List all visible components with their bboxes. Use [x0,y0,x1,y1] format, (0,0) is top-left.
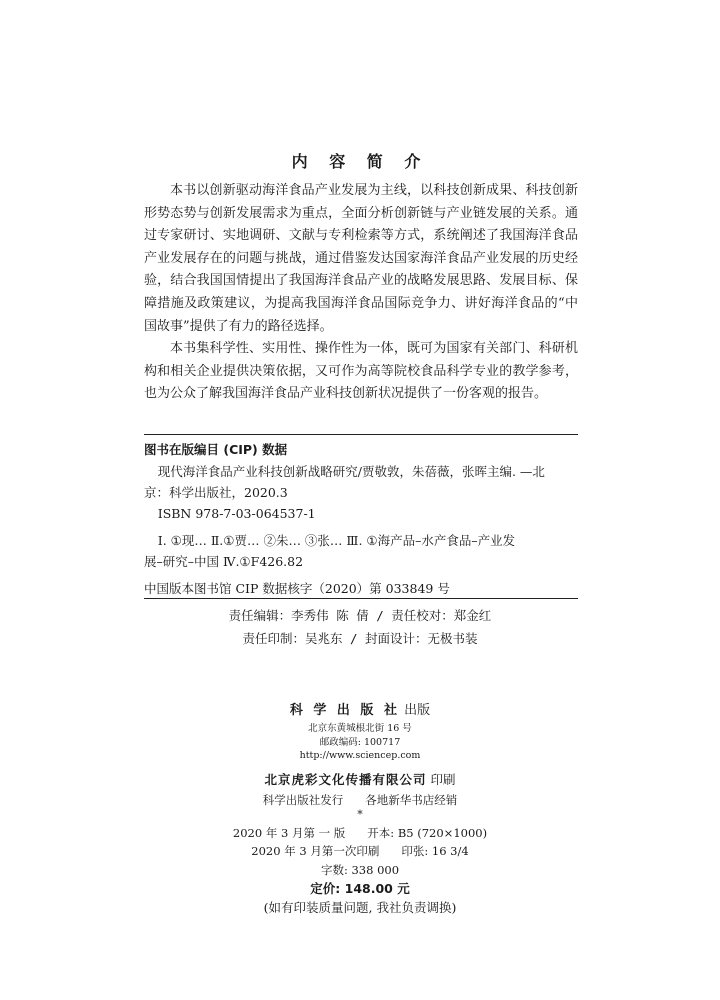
credits-line-2: 责任印制：吴兆东 / 封面设计：无极书装 [242,631,478,646]
intro-title: 内 容 简 介 [291,152,429,171]
printing-left: 2020 年 3 月第一次印刷 [251,844,380,858]
imprint-block [0,700,720,917]
cip-isbn: ISBN 978-7-03-064537-1 [157,506,316,521]
publisher-line [0,700,720,722]
printing-right: 印张: 16 3/4 [401,844,469,858]
distribution-right: 各地新华书店经销 [365,792,458,807]
cip-record-line-1: 现代海洋食品产业科技创新战略研究/贾敬敦，朱蓓薇，张晖主编. —北 [157,464,545,479]
editorial-credits [0,604,720,650]
intro-text [144,180,578,406]
publisher-suffix: 出版 [404,703,431,718]
cip-record [144,461,578,599]
publisher-address: 北京东黄城根北街 16 号 [308,723,412,734]
quality-note: (如有印装质量问题, 我社负责调换) [263,900,457,915]
price: 定价: 148.00 元 [310,881,410,896]
distribution-left: 科学出版社发行 [262,792,344,807]
cip-heading: 图书在版编目 (CIP) 数据 [144,442,288,457]
printer-name: 北京虎彩文化传播有限公司 [264,771,427,787]
cip-classification-line-1: Ⅰ. ①现… Ⅱ.①贾… ②朱… ③张… Ⅲ. ①海产品–水产食品–产业发 [157,533,516,548]
publisher-website: http://www.sciencep.com [299,750,421,761]
printing-line [0,842,720,861]
credits-line-1: 责任编辑：李秀伟 陈 倩 / 责任校对：郑金红 [228,608,492,623]
edition-line [0,824,720,843]
intro-paragraph-1: 本书以创新驱动海洋食品产业发展为主线，以科技创新成果、科技创新形势态势与创新发展需求为重点，全面分析创新链与产业链发展的关系。通过专家研讨、实地调研、文献与专利检索等方式，系统阐述了我国海洋食品产业发展存在的问题与挑战，通过借鉴发达国家海洋食品产业发展的历史经验，结合我国国情提出了我国海洋食品产业的战略发展思路、发展目标、保障措施及政策建议，为提高我国海洋食品国际竞争力、讲好海洋食品的“中国故事”提供了有力的路径选择。 [144,183,578,334]
cip-classification-line-2: 展–研究–中国 Ⅳ.①F426.82 [144,554,304,569]
edition-right: 开本: B5 (720×1000) [367,825,488,840]
word-count: 字数: 338 000 [320,862,400,877]
distribution-line [0,791,720,809]
cip-number: 中国版本图书馆 CIP 数据核字（2020）第 033849 号 [144,581,450,596]
edition-specs [0,824,720,880]
printer-line [0,769,720,791]
cip-bottom-divider [144,598,578,599]
publisher-postcode: 邮政编码: 100717 [319,736,401,748]
intro-paragraph-2: 本书集科学性、实用性、操作性为一体，既可为国家有关部门、科研机构和相关企业提供决策依据，又可作为高等院校食品科学专业的教学参考，也为公众了解我国海洋食品产业科技创新状况提供了一份客观的报告。 [144,341,578,402]
cip-record-line-2: 京：科学出版社，2020.3 [144,485,288,500]
edition-left: 2020 年 3 月第 一 版 [232,825,346,840]
printer-suffix: 印刷 [430,771,456,787]
separator-star: * [357,807,363,821]
publisher-name: 科 学 出 版 社 [289,703,400,718]
cip-top-divider [144,434,578,435]
